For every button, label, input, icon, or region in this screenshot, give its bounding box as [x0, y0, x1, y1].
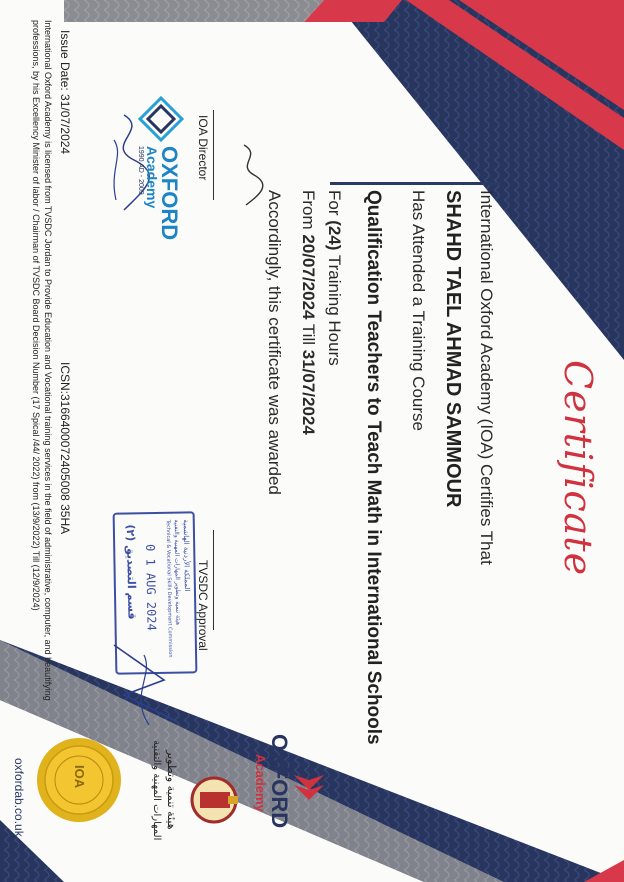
- gray-stripe-top-left: [64, 0, 324, 22]
- till-date: 31/07/2024: [299, 349, 318, 435]
- seal-text: IOA: [72, 765, 87, 789]
- till-label: Till: [299, 323, 318, 346]
- oxford-arrow-icon: [294, 770, 324, 800]
- oxford-logo-left-name: OXFORD: [157, 146, 182, 241]
- attended-line: Has Attended a Training Course: [409, 190, 428, 431]
- issue-date: Issue Date: 31/07/2024: [58, 30, 72, 155]
- awarded-line: Accordingly, this certificate was awarded: [265, 190, 284, 495]
- website-link[interactable]: oxfordab.co.uk: [12, 758, 26, 837]
- director-initials: [234, 140, 264, 210]
- tvsdc-ar-line2: المهارات المهنية والتقنية: [151, 740, 162, 841]
- tvsdc-logo: [104, 740, 244, 860]
- approval-label: TVSDC Approval: [196, 560, 210, 651]
- hours-count: (24): [325, 220, 344, 251]
- oxford-logo-left-since: 1990 AD - 2009: [137, 146, 144, 195]
- stamp-date: 0 1 AUG 2024: [143, 543, 159, 631]
- tvsdc-ar-line1: هيئة تنمية وتطوير: [165, 750, 178, 830]
- hours-line: [324, 190, 344, 366]
- recipient-name: SHAHD TAEL AHMAD SAMMOUR: [442, 190, 464, 508]
- oxford-logo-left: [104, 96, 184, 256]
- certificate-title: Certificate: [556, 360, 600, 577]
- intro-line: International Oxford Academy (IOA) Certifies That: [477, 190, 496, 565]
- director-label: IOA Director: [196, 115, 210, 181]
- oxford-logo-right: [244, 720, 324, 860]
- icsn-number: ICSN:3166400072405008 35HA: [58, 362, 72, 535]
- hours-prefix: For: [325, 190, 344, 216]
- stamp-en-line: Technical & Vocational Skills Development Commission: [164, 519, 174, 658]
- from-label: From: [299, 190, 318, 230]
- dates-line: [298, 190, 318, 435]
- from-date: 20/07/2024: [299, 234, 318, 320]
- approval-signature: [104, 640, 184, 730]
- course-title: Qualification Teachers to Teach Math in International Schools: [363, 190, 384, 745]
- stamp-ar-line1: المملكة الأردنية الهاشمية: [181, 519, 191, 592]
- approval-underline: [213, 530, 214, 630]
- stamp-ar-line2: هيئة تنمية وتطوير المهارات المهنية والتقنية: [172, 519, 182, 626]
- oxford-logo-left-sub: Academy: [144, 146, 160, 209]
- oxford-logo-right-name: OXFORD: [267, 734, 292, 829]
- accent-divider: [330, 182, 500, 185]
- stamp-ar-footer: قسم التصديق (٢): [123, 524, 139, 620]
- oxford-logo-right-sub: Academy: [253, 754, 268, 812]
- hours-suffix: Training Hours: [325, 254, 344, 366]
- director-underline: [213, 110, 214, 200]
- jordan-crest-icon: [184, 770, 244, 830]
- oxford-emblem-icon: [138, 96, 184, 142]
- legal-notice: International Oxford Academy is licensed from TVSDC Jordan to Provide Education and Vocational training services in the field of administrative, computer, and beautifying professions, by his Excellency Minister of labor / Chairman of TVSDC Board Decision Number (17 Spical /44/ 2022) from (13/9/2022) Till (12/9/2024): [31, 20, 53, 701]
